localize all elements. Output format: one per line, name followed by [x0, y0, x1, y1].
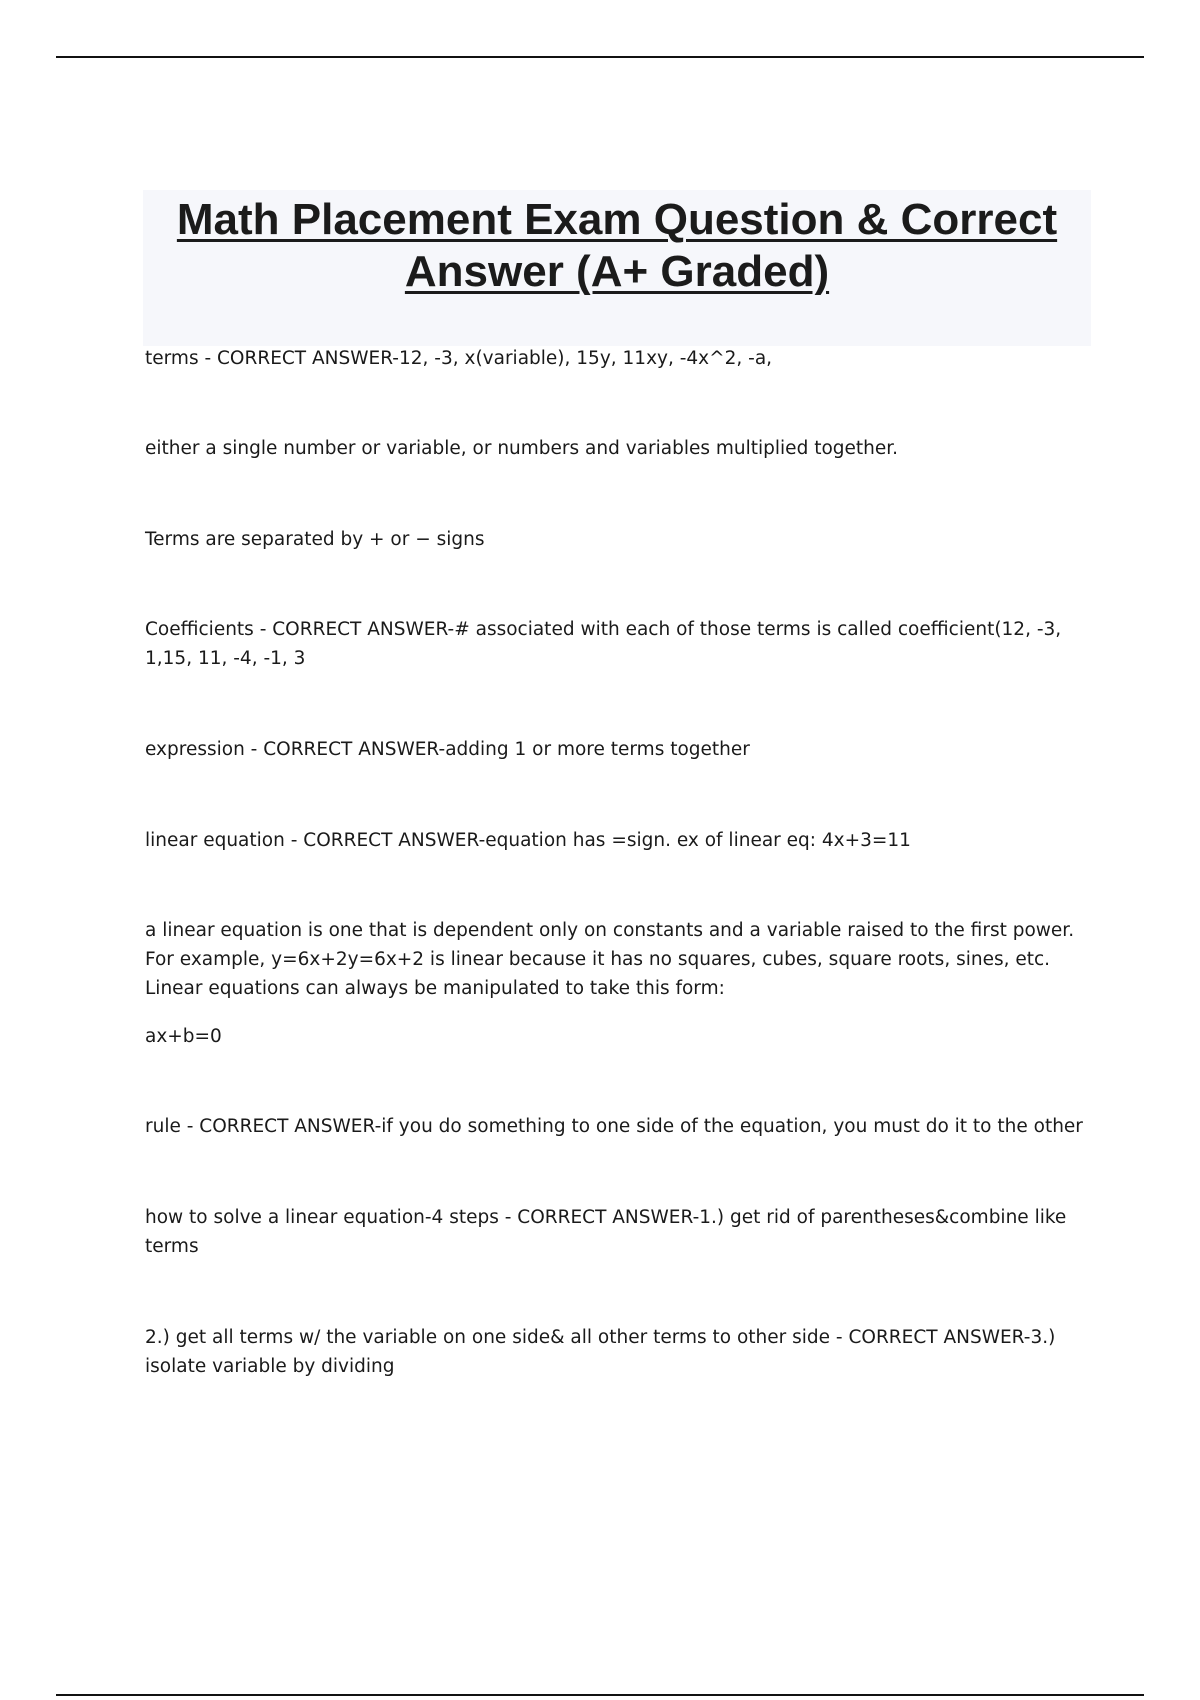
paragraph-standard-form: ax+b=0 — [145, 1026, 222, 1047]
paragraph-rule: rule - CORRECT ANSWER-if you do something to one side of the equation, you must do it to the other — [145, 1116, 1083, 1137]
paragraph-terms-definition: either a single number or variable, or numbers and variables multiplied together. — [145, 438, 899, 459]
paragraph-linear-equation: linear equation - CORRECT ANSWER-equation has =sign. ex of linear eq: 4x+3=11 — [145, 830, 911, 851]
paragraph-expression: expression - CORRECT ANSWER-adding 1 or more terms together — [145, 739, 750, 760]
document-title: Math Placement Exam Question & Correct Answer (A+ Graded) — [176, 195, 1058, 296]
paragraph-steps-continued: 2.) get all terms w/ the variable on one side& all other terms to other side - CORRECT ANSWER-3.) isolate variable by dividing — [145, 1327, 1056, 1377]
bottom-rule — [56, 1694, 1144, 1696]
paragraph-coefficients: Coefficients - CORRECT ANSWER-# associated with each of those terms is called coefficient(12, -3, 1,15, 11, -4, -1, 3 — [145, 619, 1062, 669]
paragraph-solve-steps: how to solve a linear equation-4 steps - CORRECT ANSWER-1.) get rid of parentheses&combine like terms — [145, 1207, 1067, 1257]
paragraph-linear-equation-explained: a linear equation is one that is dependent only on constants and a variable raised to the first power. For example, y=6x+2y=6x+2 is linear because it has no squares, cubes, square roots, sines, etc. Linear equations can always be manipulated to take this form: — [145, 920, 1075, 999]
paragraph-terms: terms - CORRECT ANSWER-12, -3, x(variable), 15y, 11xy, -4x^2, -a, — [145, 348, 773, 369]
paragraph-terms-separated: Terms are separated by + or − signs — [145, 529, 485, 550]
top-rule — [56, 56, 1144, 58]
title-banner — [143, 190, 1091, 346]
